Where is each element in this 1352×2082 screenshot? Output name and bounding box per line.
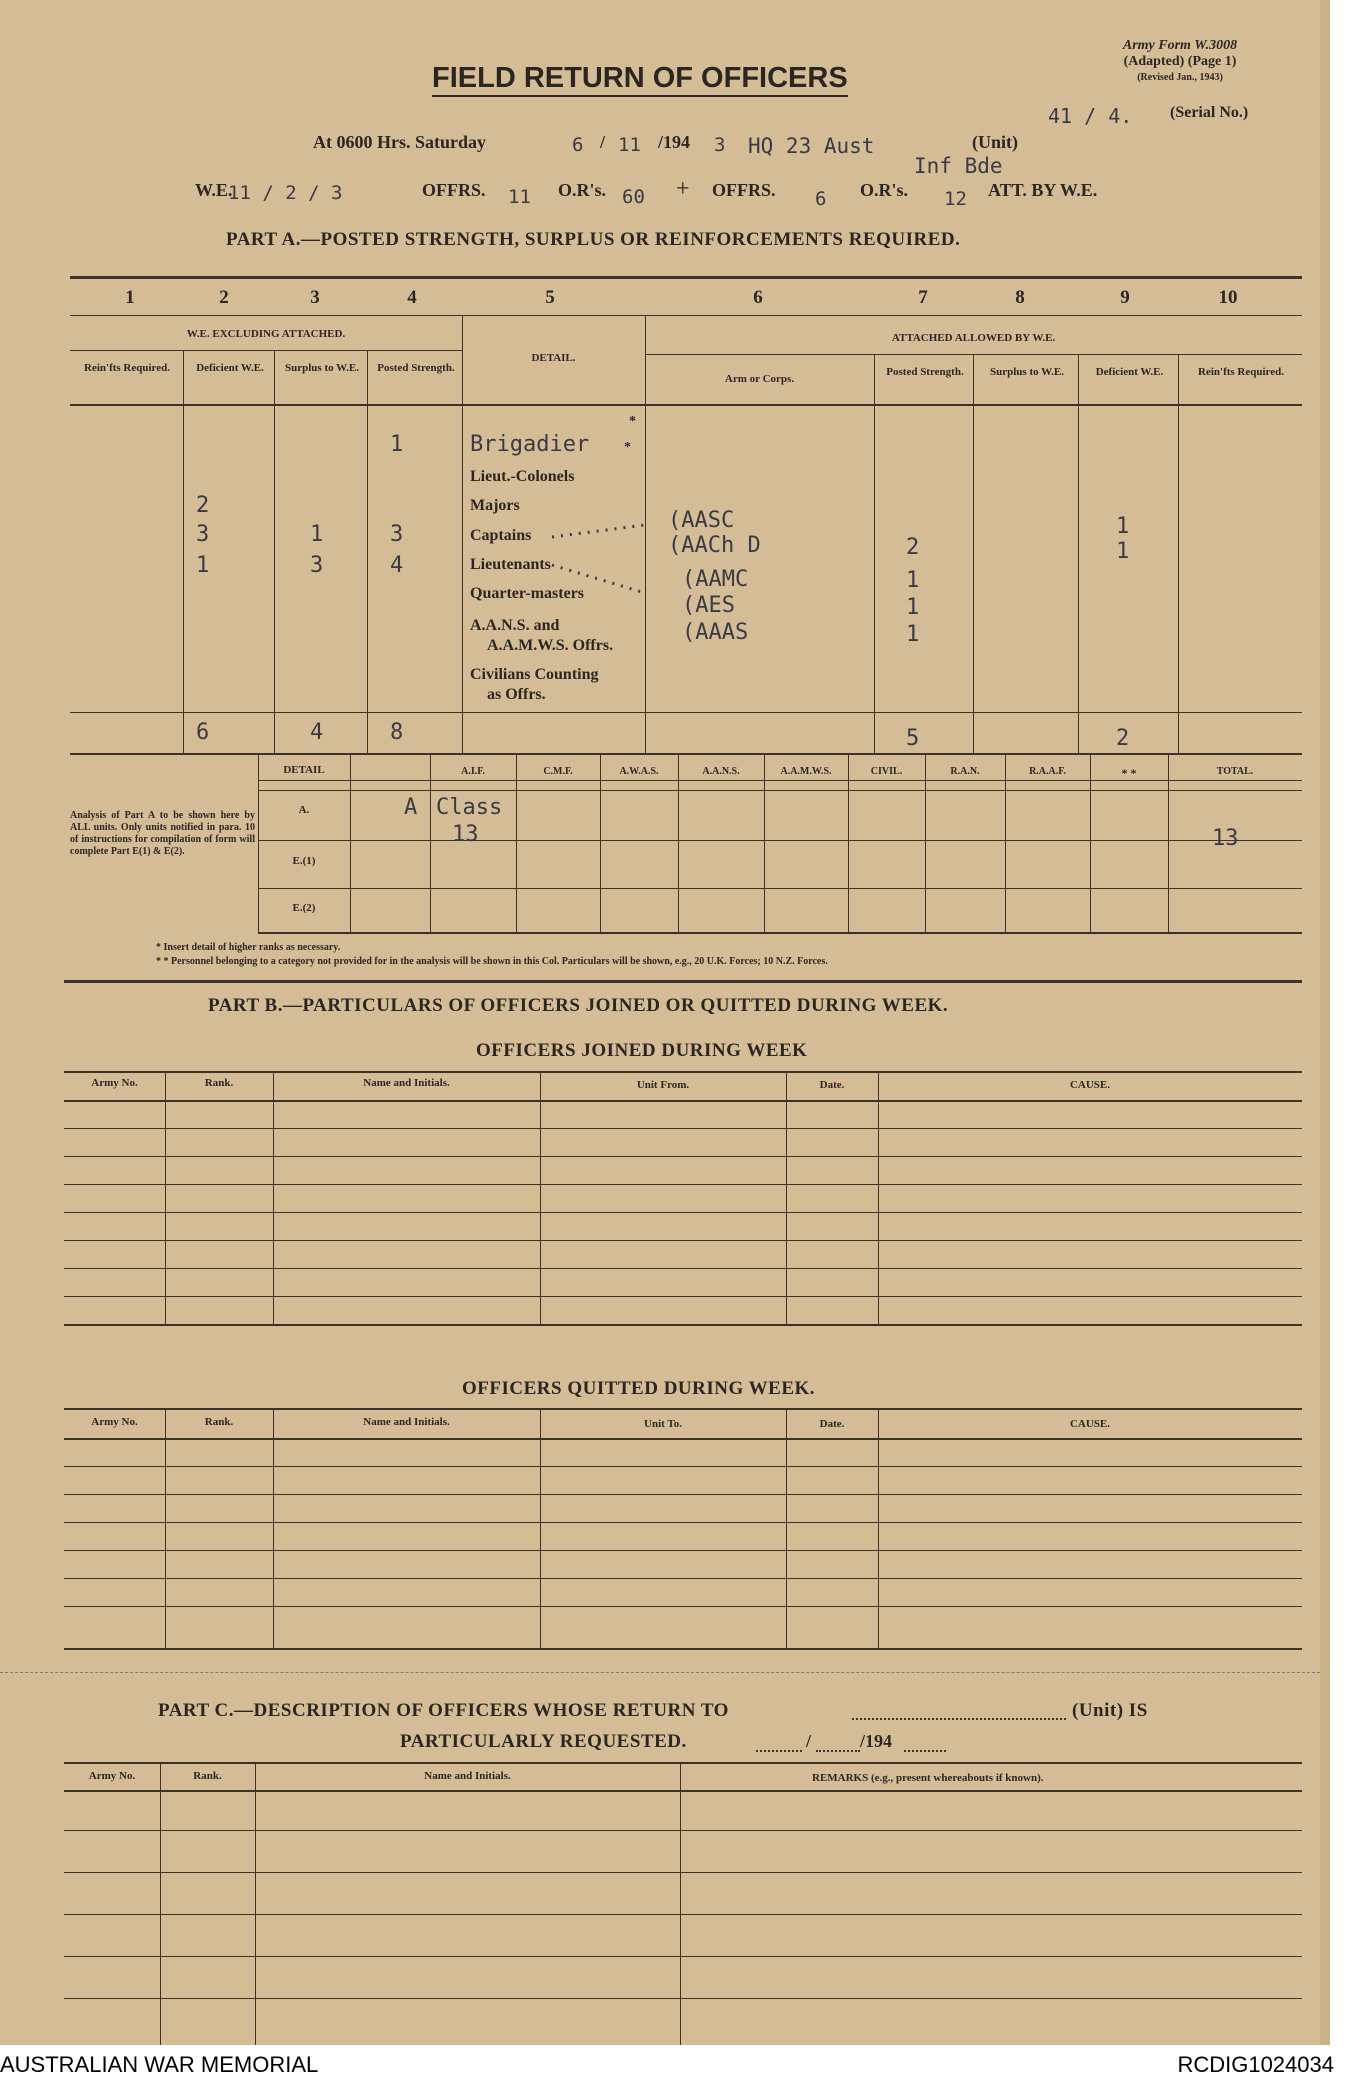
analysis-header-awas: A.W.A.S.: [619, 766, 659, 777]
col-header-deficient-left: Deficient W.E.: [196, 362, 264, 374]
part-c-header-rank: Rank.: [193, 1770, 222, 1782]
att-posted-2: 1: [906, 568, 920, 593]
captains-surplus: 1: [310, 522, 324, 547]
att-posted-3: 1: [906, 595, 920, 620]
arm-aaas: (AAAS: [682, 620, 749, 645]
analysis-row-e2: E.(2): [292, 902, 316, 914]
we-value: 11 / 2 / 3: [228, 182, 343, 204]
joined-header-date: Date.: [819, 1079, 845, 1091]
rank-aamws: A.A.M.W.S. Offrs.: [487, 637, 614, 654]
analysis-row-e1: E.(1): [292, 855, 316, 867]
col-header-deficient-right: Deficient W.E.: [1095, 366, 1164, 378]
analysis-note: Analysis of Part A to be shown here by ALL units. Only units notified in para. 10 of instructions for compilation of form will complete Part E(1) & E(2).: [70, 810, 255, 857]
rank-civilians-2: as Offrs.: [487, 686, 546, 703]
quitted-header-rank: Rank.: [204, 1416, 234, 1428]
year-prefix: /194: [658, 132, 691, 152]
unit-value: HQ 23 Aust: [748, 134, 875, 158]
att-posted-4: 1: [906, 622, 920, 647]
army-form-number: Army Form W.3008: [1122, 38, 1238, 53]
rank-civilians: Civilians Counting: [470, 666, 599, 683]
part-c-header-name: Name and Initials.: [424, 1770, 511, 1782]
col-number-4: 4: [407, 287, 417, 308]
quitted-header-unit-to: Unit To.: [644, 1418, 682, 1430]
ors-label: O.R's.: [558, 180, 607, 200]
joined-header-army-no: Army No.: [91, 1077, 138, 1089]
col-number-3: 3: [310, 287, 320, 308]
rank-brigadier: Brigadier: [470, 432, 590, 457]
analysis-aif-value: 13: [452, 822, 479, 847]
ors-value: 60: [622, 186, 645, 208]
captains-posted: 3: [390, 522, 404, 547]
analysis-header-other: * *: [1121, 766, 1137, 780]
majors-deficient: 2: [196, 493, 210, 518]
att-deficient-2: 1: [1116, 539, 1130, 564]
lieuts-deficient: 1: [196, 553, 210, 578]
fold-line: [0, 1672, 1330, 1675]
joined-header-name: Name and Initials.: [363, 1077, 450, 1089]
total-deficient-right: 2: [1116, 726, 1130, 751]
analysis-header-aamws: A.A.M.W.S.: [780, 766, 832, 777]
analysis-header-cmf: C.M.F.: [543, 766, 573, 777]
quitted-title: OFFICERS QUITTED DURING WEEK.: [462, 1378, 816, 1399]
plus-sign: +: [676, 176, 690, 202]
col-number-9: 9: [1120, 287, 1130, 308]
arm-aamc: (AAMC: [682, 567, 749, 592]
part-c-date-tail: /194: [860, 1731, 893, 1751]
arm-aasc: (AASC: [668, 508, 735, 533]
form-paper: Army Form W.3008 (Adapted) (Page 1) (Revised Jan., 1943) 41 / 4. (Serial No.) FIELD RETURN OF OFFICERS At 0600 Hrs. Saturday 6 / 11 /194 3 HQ 23 Aust (Unit) Inf Bde W.E. 11 / 2 / 3 OFFRS. 11 O.R's. 60 + OFFRS. 6 O.R's. 12 ATT. BY W.E. PART A.—POSTED STRENGTH, SURPLUS OR REINFORCEMENTS REQUIRED. 1 2 3 4 5 6 7 8 9 10 W.E. EXCLUDING ATTACHED. ATTACHED ALLOWED BY W.E. Rein'fts Required. Deficient W.E. Surplus to W.E. Posted Strength. DETAIL. Arm or Corps. Posted Strength. Surplus to W.E. Deficient W.E. Rein'fts Required. * Brigadier * Lieut.-Colonels Majors Captains Lieutenants Quarter-masters A.A.N.S. and A.A.M.W.S. Offrs. Civilians Counting as Offrs. 1 2 3 1 3 1 3 4 (AASC (AACh D (AAMC (AES (AAAS 2 1 1 1 1 1 6 4 8 5 2 Analysis of Part A to be shown here by ALL units. Only units notified in para. 10 of instructions for compilation of form will complete Part E(1) & E(2). DETAIL A.I.F. C.M.F. A.W.A.S. A.A.N.S. A.A.M.W.S. CIVIL. R.A.N. R.A.A.F. * * TOTAL. A. E.(1) E.(2) A Class 13 13 * Insert detail of higher ranks as necessary. * * Personnel belonging to a category not provided for in the analysis will be shown in this Col. Particulars will be shown, e.g., 20 U.K. Forces; 10 N.Z. Forces. PART B.—PARTICULARS OF OFFICERS JOINED OR QUITTED DURING WEEK. OFFICERS JOINED DURING WEEK Army No. Rank. Name and Initials. Unit From. Date. CAUSE. OFFICERS QUITTED DURING WEEK. Army No. Rank. Name and Initials. Unit To. Date. CAUSE. PART C.—DESCRIPTION OF OFFICERS WHOSE RETURN TO (Unit) IS PARTICULARLY REQUESTED. / /194 Army No. Rank. Name and Initials. REMARKS (e.g., present whereabouts if known).: [0, 0, 1330, 2045]
total-posted-left: 8: [390, 720, 404, 745]
analysis-header-civil: CIVIL.: [870, 766, 903, 777]
total-deficient-left: 6: [196, 720, 210, 745]
part-c-header-army-no: Army No.: [88, 1770, 136, 1782]
total-surplus-left: 4: [310, 720, 324, 745]
rank-quartermasters: Quarter-masters: [470, 585, 585, 602]
brig-posted: 1: [390, 432, 404, 457]
part-c-title-a: PART C.—DESCRIPTION OF OFFICERS WHOSE RETURN TO: [158, 1700, 729, 1721]
part-b-title: PART B.—PARTICULARS OF OFFICERS JOINED OR QUITTED DURING WEEK.: [208, 995, 949, 1016]
col-header-detail: DETAIL.: [531, 352, 576, 364]
ors2-value: 12: [944, 188, 967, 210]
footnote-1: * Insert detail of higher ranks as necessary.: [156, 942, 341, 953]
rank-lt-colonels: Lieut.-Colonels: [470, 468, 575, 485]
analysis-row-a: A.: [298, 804, 310, 816]
rank-aans: A.A.N.S. and: [470, 617, 560, 634]
joined-title: OFFICERS JOINED DURING WEEK: [476, 1040, 808, 1061]
analysis-header-total: TOTAL.: [1216, 766, 1254, 777]
part-c-date-month: [816, 1750, 860, 1752]
att-deficient-1: 1: [1116, 514, 1130, 539]
att-label: ATT. BY W.E.: [988, 180, 1098, 200]
part-c-header-remarks: REMARKS (e.g., present whereabouts if known).: [812, 1772, 1044, 1784]
col-number-5: 5: [545, 287, 555, 308]
col-number-10: 10: [1218, 287, 1238, 308]
lieuts-surplus: 3: [310, 553, 324, 578]
year-digit: 3: [714, 134, 726, 156]
col-number-2: 2: [219, 287, 229, 308]
joined-header-unit-from: Unit From.: [636, 1079, 690, 1091]
ors2-label: O.R's.: [860, 180, 909, 200]
col-number-8: 8: [1015, 287, 1025, 308]
col-header-reinfts-left: Rein'fts Required.: [84, 362, 170, 374]
footer-left: AUSTRALIAN WAR MEMORIAL: [0, 2052, 319, 2077]
col-header-posted-left: Posted Strength.: [377, 362, 455, 374]
captains-deficient: 3: [196, 522, 210, 547]
at-label: At 0600 Hrs. Saturday: [313, 132, 487, 152]
arm-aach-d: (AACh D: [668, 533, 761, 558]
joined-header-cause: CAUSE.: [1069, 1079, 1111, 1091]
att-posted-1: 2: [906, 535, 920, 560]
part-c-unit-blank: [852, 1718, 1066, 1720]
serial-label: (Serial No.): [1170, 104, 1249, 121]
lieuts-posted: 4: [390, 553, 404, 578]
col-number-6: 6: [753, 287, 763, 308]
quitted-header-army-no: Army No.: [91, 1416, 138, 1428]
rank-asterisk: *: [624, 440, 631, 455]
army-form-adapted: (Adapted) (Page 1): [1123, 54, 1237, 69]
col-number-7: 7: [918, 287, 928, 308]
group-right-header: ATTACHED ALLOWED BY W.E.: [891, 332, 1056, 344]
part-c-title-b: (Unit) IS: [1072, 1700, 1148, 1721]
footer-right: RCDIG1024034: [1177, 2052, 1334, 2077]
analysis-header-detail: DETAIL: [283, 764, 325, 776]
month-value: 11: [618, 134, 641, 156]
form-title: FIELD RETURN OF OFFICERS: [432, 62, 848, 97]
offrs-label: OFFRS.: [422, 180, 486, 200]
rank-asterisk-top: *: [629, 414, 636, 429]
joined-header-rank: Rank.: [204, 1077, 234, 1089]
total-posted-right: 5: [906, 726, 920, 751]
col-header-arm-corps: Arm or Corps.: [724, 373, 795, 385]
offrs2-label: OFFRS.: [712, 180, 776, 200]
analysis-header-raaf: R.A.A.F.: [1029, 766, 1066, 777]
rank-captains: Captains: [470, 527, 532, 544]
analysis-total-value: 13: [1212, 826, 1239, 851]
unit-value-2: Inf Bde: [914, 154, 1003, 178]
day-value: 6: [572, 134, 584, 156]
col-number-1: 1: [125, 287, 135, 308]
part-c-date-day: [756, 1750, 802, 1752]
army-form-revised: (Revised Jan., 1943): [1137, 72, 1223, 83]
unit-label: (Unit): [972, 132, 1018, 152]
analysis-typed-a: A: [404, 795, 418, 820]
rank-majors: Majors: [470, 497, 520, 514]
army-form-block: [1080, 38, 1280, 86]
analysis-header-ran: R.A.N.: [950, 766, 980, 777]
analysis-header-aans: A.A.N.S.: [702, 766, 740, 777]
quitted-header-date: Date.: [819, 1418, 845, 1430]
part-a-title: PART A.—POSTED STRENGTH, SURPLUS OR REINFORCEMENTS REQUIRED.: [226, 229, 961, 250]
group-left-header: W.E. EXCLUDING ATTACHED.: [186, 328, 346, 340]
serial-value: 41 / 4.: [1048, 104, 1133, 128]
part-c-date-year: [904, 1750, 946, 1752]
analysis-typed-class: Class: [436, 795, 503, 820]
offrs2-value: 6: [815, 188, 827, 210]
part-c-title-c: PARTICULARLY REQUESTED.: [400, 1731, 687, 1752]
col-header-posted-right: Posted Strength.: [886, 366, 964, 378]
quitted-header-name: Name and Initials.: [363, 1416, 450, 1428]
we-label: W.E.: [195, 180, 233, 200]
col-header-reinfts-right: Rein'fts Required.: [1198, 366, 1284, 378]
footnote-2: * * Personnel belonging to a category not provided for in the analysis will be shown in this Col. Particulars will be shown, e.g., 20 U.K. Forces; 10 N.Z. Forces.: [156, 956, 828, 967]
arm-aes: (AES: [682, 593, 735, 618]
offrs-value: 11: [508, 186, 531, 208]
quitted-header-cause: CAUSE.: [1069, 1418, 1111, 1430]
rank-lieutenants: Lieutenants: [470, 556, 551, 573]
analysis-header-aif: A.I.F.: [461, 766, 485, 777]
col-header-surplus-right: Surplus to W.E.: [990, 366, 1064, 378]
col-header-surplus-left: Surplus to W.E.: [285, 362, 359, 374]
